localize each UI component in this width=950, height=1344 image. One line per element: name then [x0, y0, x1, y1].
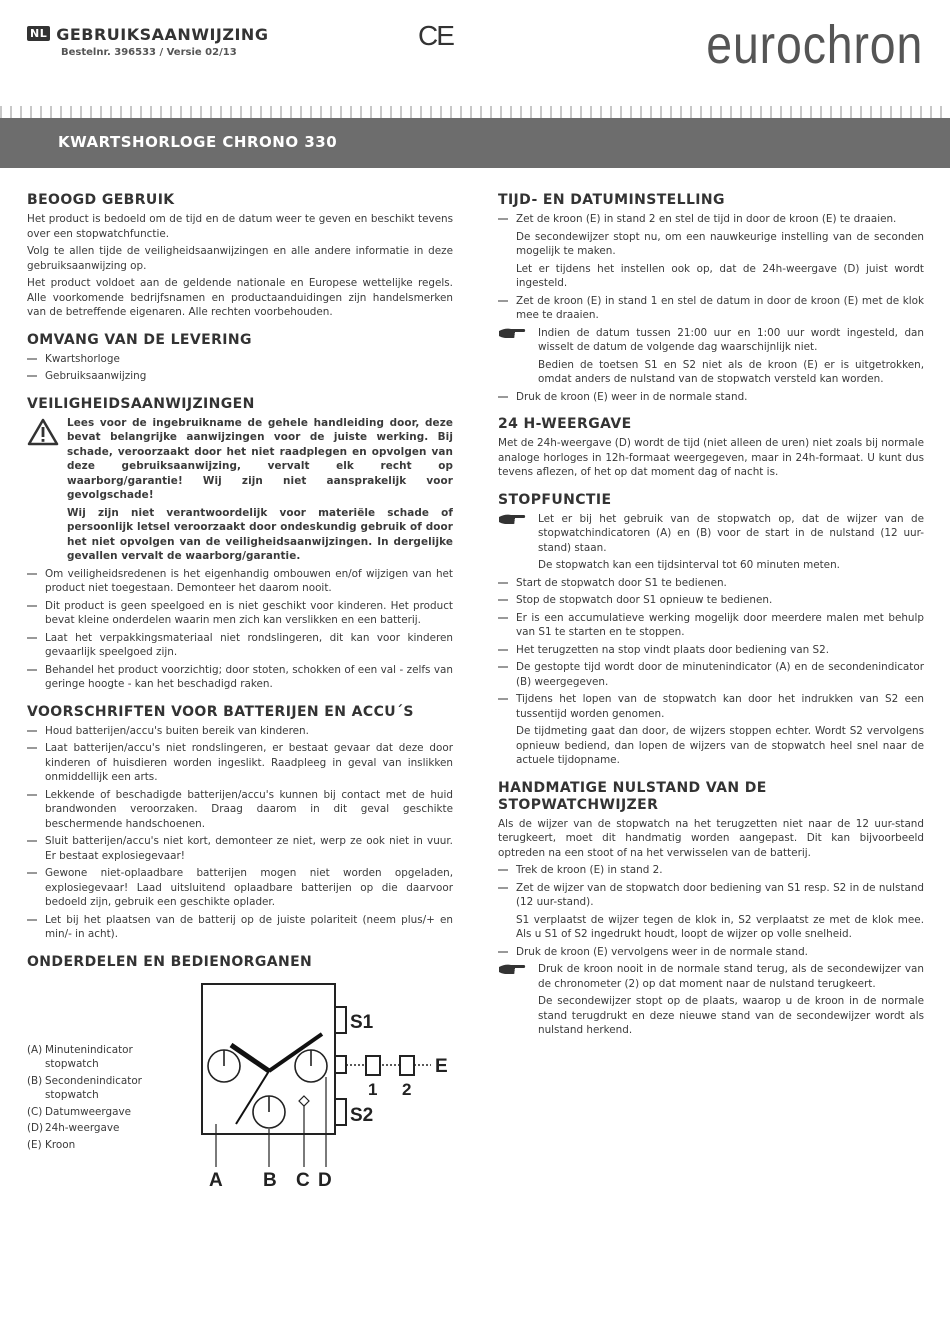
note-text: Let er bij het gebruik van de stopwatch op, dat de wijzer van de stopwatchindicatoren (A) en (B) voor de start in de nulstand (12 uur-stand) staan.: [538, 512, 924, 554]
note-block: [498, 326, 924, 355]
list-item: Tijdens het lopen van de stopwatch kan door het indrukken van S2 een tussentijd worden genomen.: [498, 692, 924, 721]
indented-text: De tijdmeting gaat dan door, de wijzers stoppen echter. Wordt S2 vervolgens opnieuw bediend, dan lopen de wijzers van de stopwatch heel snel naar de actuele tijdopname.: [516, 725, 924, 766]
list-item: Gebruiksaanwijzing: [27, 369, 453, 384]
warning-block: [27, 416, 453, 503]
section-parts: [27, 954, 453, 1219]
section-manual-reset: [498, 780, 924, 1038]
note-indented-text: Bedien de toetsen S1 en S2 niet als de kroon (E) er is uitgetrokken, omdat anders de nulstand van de stopwatch versteld kan worden.: [538, 358, 924, 385]
label-d: D: [318, 1169, 332, 1191]
paragraph: Het product is bedoeld om de tijd en de datum weer te geven en beschikt tevens over een stopwatchfunctie.: [27, 213, 453, 240]
list-item: Zet de wijzer van de stopwatch door bediening van S1 resp. S2 in de nulstand (12 uur-stand).: [498, 881, 924, 910]
pointing-hand-icon: [498, 512, 526, 526]
label-e: E: [435, 1055, 448, 1077]
section-safety: [27, 396, 453, 692]
watch-diagram: [27, 979, 453, 1219]
list-item: Er is een accumulatieve werking mogelijk door meerdere malen met behulp van S1 te starten en te stoppen.: [498, 611, 924, 640]
section-24h: [498, 416, 924, 480]
paragraph: Als de wijzer van de stopwatch na het terugzetten niet naar de 12 uur-stand terugkeert, moet dit handmatig worden aangepast. Dit kan bijvoorbeeld optreden na een stoot of na het verwisselen van de batterij.: [498, 817, 924, 859]
list-item: Druk de kroon (E) weer in de normale stand.: [498, 390, 924, 405]
list-item: De gestopte tijd wordt door de minutenindicator (A) en de secondenindicator (B) weergegeven.: [498, 660, 924, 689]
section-heading: VEILIGHEIDSAANWIJZINGEN: [27, 395, 255, 412]
section-heading: STOPFUNCTIE: [498, 491, 612, 508]
list-item: Dit product is geen speelgoed en is niet geschikt voor kinderen. Het product bevat kleine onderdelen waarin men zich kan verslikken en een batterij.: [27, 599, 453, 628]
paragraph: Het product voldoet aan de geldende nationale en Europese wettelijke regels. Alle voorkomende bedrijfsnamen en productaanduidingen zijn handelsmerken van de betreffende eigenaren. Alle rechten voorbehouden.: [27, 277, 453, 318]
section-heading: HANDMATIGE NULSTAND VAN DE STOPWATCHWIJZER: [498, 779, 767, 813]
parts-legend: [27, 1043, 157, 1155]
note-block: [498, 512, 924, 556]
section-heading: 24 H-WEERGAVE: [498, 416, 632, 432]
language-badge: NL: [27, 26, 50, 41]
watch-drawing: [167, 979, 457, 1219]
list-item: Om veiligheidsredenen is het eigenhandig ombouwen en/of wijzigen van het product niet toegestaan. Demonteer het daarom nooit.: [27, 567, 453, 596]
ruler-decoration: [0, 106, 950, 118]
section-delivery: [27, 332, 453, 384]
paragraph: Volg te allen tijde de veiligheidsaanwijzingen en alle andere informatie in deze gebruiksaanwijzing op.: [27, 245, 453, 272]
label-position-2: 2: [402, 1079, 412, 1099]
section-time-date: [498, 192, 924, 404]
order-info: Bestelnr. 396533 / Versie 02/13: [61, 47, 237, 58]
note-block: [498, 962, 924, 991]
warning-triangle-icon: [27, 418, 59, 446]
label-s2: S2: [350, 1104, 374, 1126]
label-b: B: [263, 1169, 277, 1191]
note-indented-text: De stopwatch kan een tijdsinterval tot 60 minuten meten.: [538, 559, 840, 571]
list-item: Behandel het product voorzichtig; door stoten, schokken of een val - zelfs van geringe hoogte - kan het beschadigd raken.: [27, 663, 453, 692]
paragraph: Met de 24h-weergave (D) wordt de tijd (niet alleen de uren) niet zoals bij normale analoge horloges in 12h-formaat weergegeven, maar in 24h-formaat. U kunt dus tevens aflezen, of het op dat moment dag of nacht is.: [498, 437, 924, 478]
section-intended-use: [27, 192, 453, 320]
list-item: Gewone niet-oplaadbare batterijen mogen niet worden opgeladen, explosiegevaar! Laad uitsluitend oplaadbare batterijen op die daarvoor bedoeld zijn, gebruik een geschikte oplader.: [27, 866, 453, 910]
list-item: Trek de kroon (E) in stand 2.: [498, 863, 924, 878]
warning-text: Lees voor de ingebruikname de gehele handleiding door, deze bevat belangrijke aanwijzingen voor de juiste werking. Bij schade, veroorzaakt door het niet raadplegen en opvolgen van deze gebruiksaanwijzing, vervalt elk recht op waarborg/garantie! Wij zijn niet aansprakelijk voor gevolgschade!: [67, 416, 453, 501]
pointing-hand-icon: [498, 962, 526, 976]
list-item: Start de stopwatch door S1 te bedienen.: [498, 576, 924, 591]
brand-logo: eurochron: [706, 15, 923, 75]
note-text: Druk de kroon nooit in de normale stand terug, als de secondewijzer van de chronometer (2) op dat moment naar de nulstand terugkeert.: [538, 963, 924, 990]
list-item: Kwartshorloge: [27, 352, 453, 367]
title-banner: [0, 118, 950, 168]
label-a: A: [209, 1169, 223, 1191]
crown: [335, 1056, 346, 1073]
section-heading: OMVANG VAN DE LEVERING: [27, 331, 252, 348]
label-position-1: 1: [368, 1079, 378, 1099]
warning-text-2: Wij zijn niet verantwoordelijk voor materiële schade of persoonlijk letsel veroorzaakt door ondeskundig gebruik of door het niet opvolgen van de veiligheidsaanwijzingen. In dergelijke gevallen vervalt de waarborg/garantie.: [67, 506, 453, 562]
crown-position-1: [366, 1056, 380, 1075]
legend-item: (D) 24h-weergave: [27, 1122, 120, 1134]
list-item: Laat het verpakkingsmateriaal niet rondslingeren, dit kan voor kinderen gevaarlijk speelgoed zijn.: [27, 631, 453, 660]
section-heading: VOORSCHRIFTEN VOOR BATTERIJEN EN ACCU´S: [27, 703, 414, 720]
pointing-hand-icon: [498, 326, 526, 340]
list-item: Let bij het plaatsen van de batterij op de juiste polariteit (neem plus/+ en min/- in acht).: [27, 913, 453, 942]
section-heading: ONDERDELEN EN BEDIENORGANEN: [27, 953, 313, 970]
left-column: [27, 192, 453, 1231]
list-item: Het terugzetten na stop vindt plaats door bediening van S2.: [498, 643, 924, 658]
product-title: KWARTSHORLOGE CHRONO 330: [58, 133, 338, 151]
list-item: Sluit batterijen/accu's niet kort, demonteer ze niet, werp ze ook niet in vuur. Er bestaat explosiegevaar!: [27, 834, 453, 863]
ce-mark-logo: CE: [418, 20, 453, 51]
section-stopwatch: [498, 492, 924, 768]
section-batteries: [27, 704, 453, 942]
indented-text: S1 verplaatst de wijzer tegen de klok in, S2 verplaatst ze met de klok mee. Als u S1 of S2 ingedrukt houdt, loopt de wijzer op volle snelheid.: [516, 913, 924, 940]
section-heading: BEOOGD GEBRUIK: [27, 192, 175, 208]
list-item: Druk de kroon (E) vervolgens weer in de normale stand.: [498, 945, 924, 960]
list-item: Laat batterijen/accu's niet rondslingeren, er bestaat gevaar dat deze door kinderen of huisdieren worden ingeslikt. Raadpleeg in geval van inslikken onmiddellijk een arts.: [27, 741, 453, 785]
indented-text: Let er tijdens het instellen ook op, dat de 24h-weergave (D) juist wordt ingesteld.: [516, 262, 924, 289]
section-heading: TIJD- EN DATUMINSTELLING: [498, 192, 725, 208]
note-text: Indien de datum tussen 21:00 uur en 1:00 uur wordt ingesteld, dan wisselt de datum de volgende dag waarschijnlijk niet.: [538, 326, 924, 353]
document-header: [27, 25, 268, 58]
legend-item: (E) Kroon: [27, 1138, 76, 1151]
button-s2: [335, 1099, 346, 1125]
list-item: Zet de kroon (E) in stand 2 en stel de tijd in door de kroon (E) te draaien.: [498, 212, 924, 227]
document-title: GEBRUIKSAANWIJZING: [56, 25, 269, 44]
button-s1: [335, 1007, 346, 1033]
list-item: Stop de stopwatch door S1 opnieuw te bedienen.: [498, 593, 924, 608]
label-c: C: [296, 1169, 310, 1191]
note-indented-text: De secondewijzer stopt op de plaats, waarop u de kroon in de normale stand terugdrukt en deze nieuwe stand van de secondewijzer wordt als nulstand herkend.: [538, 995, 924, 1036]
list-item: Lekkende of beschadigde batterijen/accu's kunnen bij contact met de huid brandwonden veroorzaken. Draag daarom in dit geval geschikte beschermende handschoenen.: [27, 788, 453, 832]
date-window: [299, 1096, 309, 1106]
legend-item: (B) Secondenindicator stopwatch: [27, 1074, 142, 1101]
crown-position-2: [400, 1056, 414, 1075]
indented-text: De secondewijzer stopt nu, om een nauwkeurige instelling van de seconden mogelijk te maken.: [516, 230, 924, 257]
list-item: Zet de kroon (E) in stand 1 en stel de datum in door de kroon (E) met de klok mee te draaien.: [498, 294, 924, 323]
legend-item: (C) Datumweergave: [27, 1105, 132, 1118]
label-s1: S1: [350, 1011, 374, 1033]
right-column: [498, 192, 924, 1050]
list-item: Houd batterijen/accu's buiten bereik van kinderen.: [27, 724, 453, 739]
hour-hand: [231, 1045, 269, 1071]
legend-item: (A) Minutenindicator stopwatch: [27, 1043, 133, 1070]
